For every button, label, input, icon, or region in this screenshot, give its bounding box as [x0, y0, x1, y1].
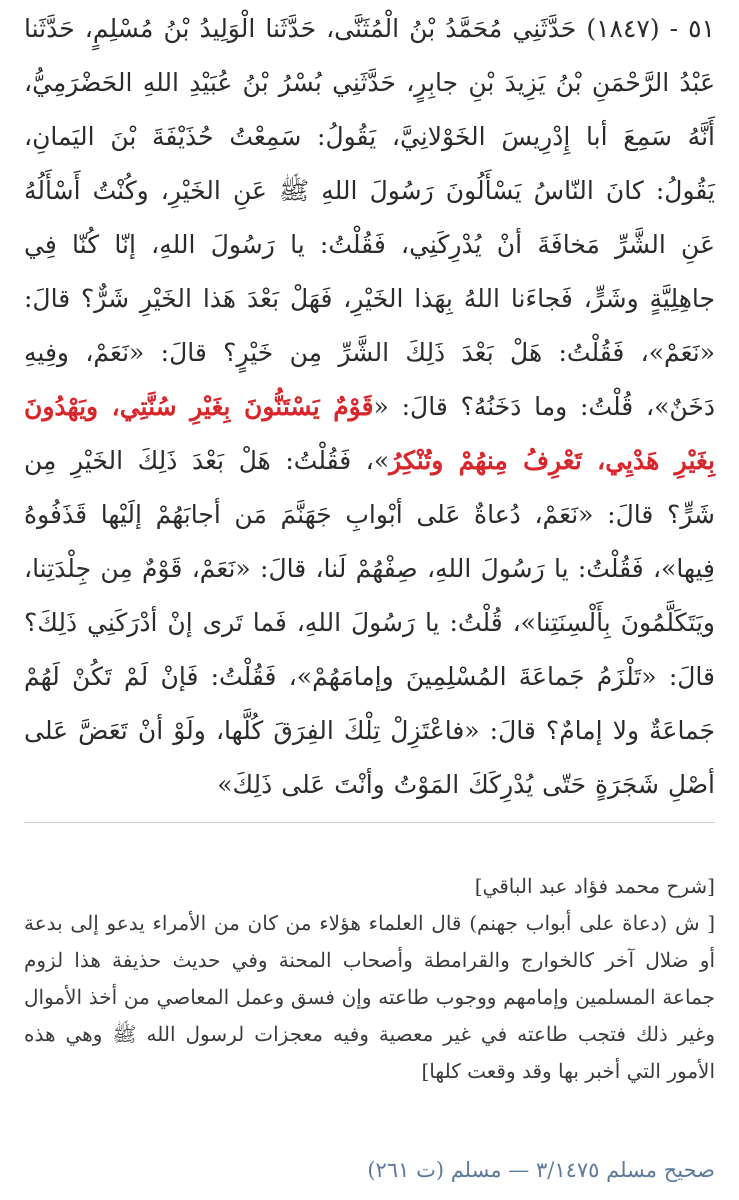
hadith-text: [24, 0, 715, 812]
commentary-body: [ ش (دعاة على أبواب جهنم) قال العلماء هؤلاء من كان من الأمراء يدعو إلى بدعة أو ضلال آخر كالخوارج والقرامطة وأصحاب المحنة وفي حديث حذيفة هذا لزوم جماعة المسلمين وإمامهم ووجوب طاعته وإن فسق وعمل المعاصي من أخذ الأموال وغير ذلك فتجب طاعته في غير معصية وفيه معجزات لرسول الله ﷺ وهي هذه الأمور التي أخبر بها وقد وقعت كلها]: [24, 911, 715, 1083]
hadith-highlight: قَوْمٌ يَسْتَنُّونَ بِغَيْرِ سُنَّتِي، ويَهْدُونَ بِغَيْرِ هَدْيِي، تَعْرِفُ مِنهُمْ وتُنْكِرُ: [24, 392, 716, 475]
hadith-part-2: »، فَقُلْتُ: هَلْ بَعْدَ ذَلِكَ الخَيْرِ مِن شَرٍّ؟ قالَ: «نَعَمْ، دُعاةٌ عَلى أبْوابِ جَهَنَّمَ مَن أجابَهُمْ إلَيْها قَذَفُوهُ فِيها»، فَقُلْتُ: يا رَسُولَ اللهِ، صِفْهُمْ لَنا، قالَ: «نَعَمْ، قَوْمٌ مِن جِلْدَتِنا، ويَتَكَلَّمُونَ بِأَلْسِنَتِنا»، قُلْتُ: يا رَسُولَ اللهِ، فَما تَرى إنْ أدْرَكَنِي ذَلِكَ؟ قالَ: «تَلْزَمُ جَماعَةَ المُسْلِمِينَ وإمامَهُمْ»، فَقُلْتُ: فَإنْ لَمْ تَكُنْ لَهُمْ جَماعَةٌ ولا إمامٌ؟ قالَ: «فاعْتَزِلْ تِلْكَ الفِرَقَ كُلَّها، ولَوْ أنْ تَعَضَّ عَلى أصْلِ شَجَرَةٍ حَتّى يُدْرِكَكَ المَوْتُ وأنْتَ عَلى ذَلِكَ»: [24, 446, 715, 799]
hadith-part-1: ٥١ - (١٨٤٧) حَدَّثَنِي مُحَمَّدُ بْنُ الْمُثَنَّى، حَدَّثَنا الْوَلِيدُ بْنُ مُسْلِمٍ، حَدَّثَنا عَبْدُ الرَّحْمَنِ بْنُ يَزِيدَ بْنِ جابِرٍ، حَدَّثَنِي بُسْرُ بْنُ عُبَيْدِ اللهِ الحَضْرَمِيُّ، أَنَّهُ سَمِعَ أبا إِدْرِيسَ الخَوْلانِيَّ، يَقُولُ: سَمِعْتُ حُذَيْفَةَ بْنَ اليَمانِ، يَقُولُ: كانَ النّاسُ يَسْأَلُونَ رَسُولَ اللهِ ﷺ عَنِ الخَيْرِ، وكُنْتُ أَسْأَلُهُ عَنِ الشَّرِّ مَخافَةَ أنْ يُدْرِكَنِي، فَقُلْتُ: يا رَسُولَ اللهِ، إنّا كُنّا فِي جاهِلِيَّةٍ وشَرٍّ، فَجاءَنا اللهُ بِهَذا الخَيْرِ، فَهَلْ بَعْدَ هَذا الخَيْرِ شَرٌّ؟ قالَ: «نَعَمْ»، فَقُلْتُ: هَلْ بَعْدَ ذَلِكَ الشَّرِّ مِن خَيْرٍ؟ قالَ: «نَعَمْ، وفِيهِ دَخَنٌ»، قُلْتُ: وما دَخَنُهُ؟ قالَ: «: [24, 14, 715, 421]
commentary-block: [24, 868, 715, 1090]
source-reference: صحيح مسلم ٣/١٤٧٥ — مسلم (ت ٢٦١): [367, 1158, 715, 1182]
section-divider: [24, 822, 715, 823]
commentary-heading: [شرح محمد فؤاد عبد الباقي]: [474, 874, 715, 898]
